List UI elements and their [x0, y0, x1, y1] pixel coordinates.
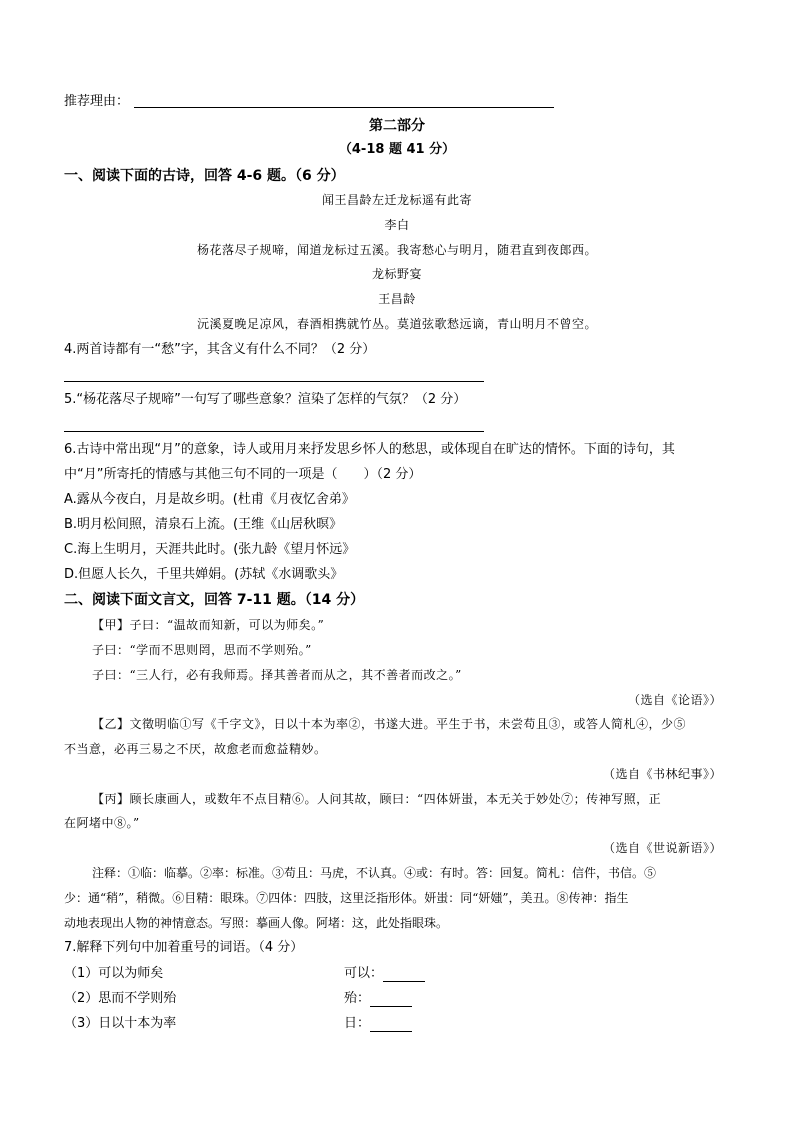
poem2-text: 沅溪夏晚足凉风，春酒相携就竹丛。莫道弦歌愁远谪，青山明月不曾空。 — [196, 317, 597, 331]
answer-line-5[interactable] — [64, 431, 484, 432]
question-6-line1: 6.古诗中常出现“月”的意象，诗人或用月来抒发思乡怀人的愁思，或体现自在旷达的情怀。下面的诗句，其 — [64, 442, 675, 457]
option-d: D.但愿人长久，千里共婵娟。(苏轼《水调歌头》 — [64, 567, 344, 582]
question-6-line2: 中“月”所寄托的情感与其他三句不同的一项是（ ）（2 分） — [64, 467, 422, 482]
poem1-author: 李白 — [384, 218, 410, 232]
part-title: 第二部分 — [369, 118, 425, 134]
text-yi-2: 不当意，必再三易之不厌，故愈老而愈益精妙。 — [64, 742, 327, 756]
poem2-author: 王昌龄 — [378, 292, 416, 306]
source-yi: （选自《书林纪事》） — [602, 767, 722, 781]
source-bing: （选自《世说新语》） — [602, 841, 722, 855]
option-c: C.海上生明月，天涯共此时。(张九龄《望月怀远》 — [64, 542, 356, 557]
text-yi-1: 【乙】文徵明临①写《千字文》，日以十本为率②，书遂大进。平生于书，未尝苟且③，或答人简札④，少⑤ — [92, 717, 687, 731]
source-jia: （选自《论语》） — [627, 693, 722, 707]
q7-item-2-blank[interactable] — [370, 994, 412, 1007]
q7-item-2-sentence: （2）思而不学则殆 — [64, 991, 177, 1006]
section2-heading: 二、阅读下面文言文，回答 7-11 题。（14 分） — [64, 592, 365, 608]
recommend-reason-blank[interactable] — [134, 107, 554, 108]
text-jia-3: 子曰：“三人行，必有我师焉。择其善者而从之，其不善者而改之。” — [92, 668, 462, 682]
text-bing-2: 在阿堵中⑧。” — [64, 816, 140, 830]
q7-item-3-sentence: （3）日以十本为率 — [64, 1016, 177, 1031]
poem1-text: 杨花落尽子规啼，闻道龙标过五溪。我寄愁心与明月，随君直到夜郎西。 — [196, 243, 597, 257]
recommend-reason-label: 推荐理由： — [64, 94, 130, 109]
poem1-title: 闻王昌龄左迁龙标遥有此寄 — [321, 193, 472, 207]
question-7: 7.解释下列句中加着重号的词语。（4 分） — [64, 940, 304, 955]
text-bing-1: 【丙】顾长康画人，或数年不点目精⑥。人问其故，顾曰：“四体妍蚩，本无关于妙处⑦；传神写照，正 — [92, 792, 662, 806]
text-jia-2: 子曰：“学而不思则罔，思而不学则殆。” — [92, 643, 312, 657]
q7-item-3-blank[interactable] — [370, 1019, 412, 1032]
question-5: 5.“杨花落尽子规啼”一句写了哪些意象？渲染了怎样的气氛？（2 分） — [64, 392, 467, 407]
q7-item-3-word — [344, 1016, 412, 1032]
q7-item-1-label: 可以： — [344, 966, 384, 981]
notes-line-1: 注释：①临：临摹。②率：标准。③苟且：马虎，不认真。④或：有时。答：回复。简札：信件，书信。⑤ — [92, 866, 657, 880]
q7-item-1-sentence: （1）可以为师矣 — [64, 966, 164, 981]
option-b: B.明月松间照，清泉石上流。(王维《山居秋暝》 — [64, 517, 343, 532]
answer-line-4[interactable] — [64, 381, 484, 382]
q7-item-1-blank[interactable] — [383, 969, 425, 982]
notes-line-3: 动地表现出人物的神情意态。写照：摹画人像。阿堵：这，此处指眼珠。 — [64, 916, 449, 930]
text-jia-1: 【甲】子曰：“温故而知新，可以为师矣。” — [92, 618, 325, 632]
notes-line-2: 少：通“稍”，稍微。⑥目精：眼珠。⑦四体：四肢，这里泛指形体。妍蚩：同“妍媸”，美丑。⑧传神：指生 — [64, 891, 629, 905]
q7-item-2-word — [344, 991, 412, 1007]
section1-heading: 一、阅读下面的古诗，回答 4-6 题。（6 分） — [64, 168, 345, 184]
poem2-title: 龙标野宴 — [371, 267, 422, 281]
q7-item-3-label: 日： — [344, 1016, 371, 1031]
q7-item-1-word — [344, 966, 425, 982]
q7-item-2-label: 殆： — [344, 991, 371, 1006]
option-a: A.露从今夜白，月是故乡明。(杜甫《月夜忆舍弟》 — [64, 492, 355, 507]
part-subtitle: （4-18 题 41 分） — [338, 142, 456, 157]
question-4: 4.两首诗都有一“愁”字，其含义有什么不同？（2 分） — [64, 342, 376, 357]
